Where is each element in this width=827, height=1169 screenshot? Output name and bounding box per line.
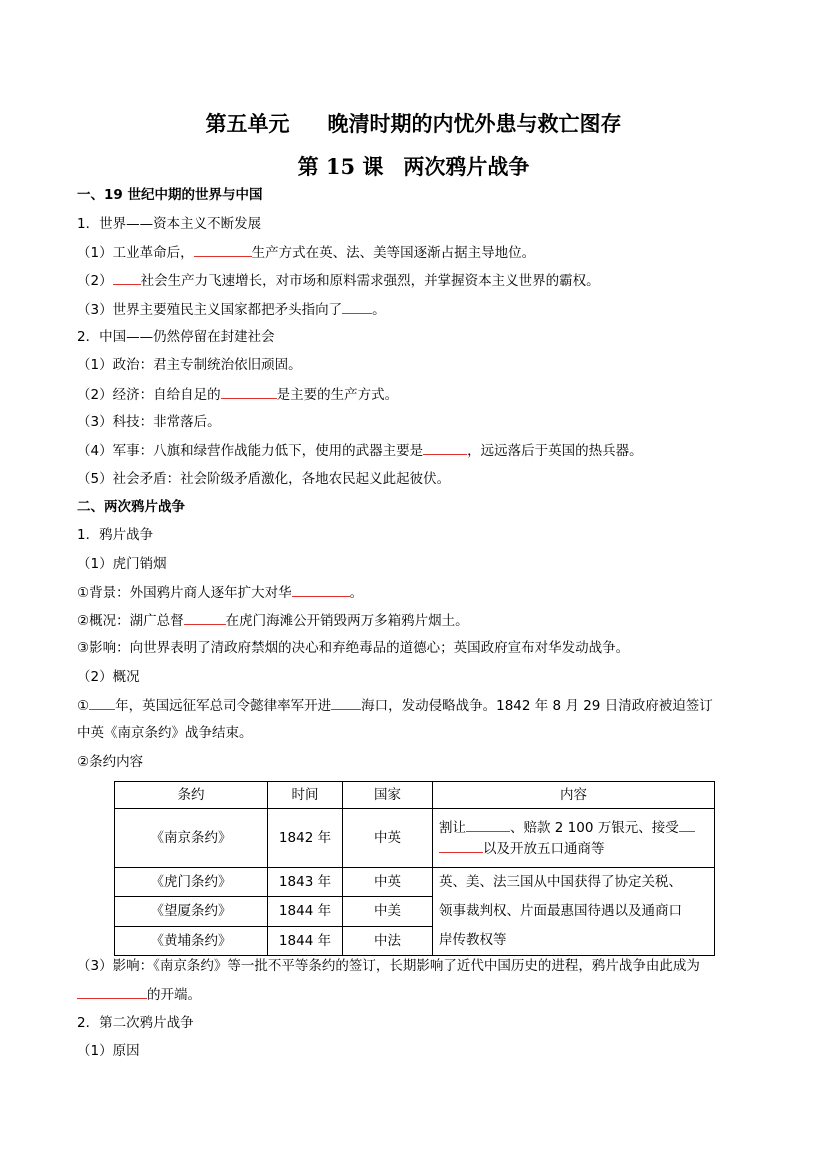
table-header-row [115, 782, 715, 809]
section-2-sub-2: 2．第二次鸦片战争 [77, 1015, 194, 1031]
table-row: 《望厦条约》 1844 年 中美 [115, 897, 715, 926]
fill-blank[interactable] [77, 984, 147, 999]
text-line: （1）工业革命后， 生产方式在英、法、美等国逐渐占据主导地位。 [77, 242, 535, 263]
fill-blank[interactable] [331, 695, 361, 710]
nanjing-content: 割让 、赔款 2 100 万银元、接受 以及开放五口通商等 [433, 809, 715, 868]
text-line: （3）科技：非常落后。 [77, 414, 221, 430]
section-2-heading: 二、两次鸦片战争 [77, 499, 185, 515]
text-line: （3）影响：《南京条约》等一批不平等条约的签订，长期影响了近代中国历史的进程，鸦片战争由此成为 [77, 958, 700, 974]
table-header: 国家 [343, 782, 433, 809]
fill-blank[interactable] [342, 299, 372, 314]
fill-blank[interactable] [194, 242, 252, 257]
text-line: （1）原因 [77, 1043, 140, 1059]
section-2-sub-1: 1．鸦片战争 [77, 527, 154, 543]
table-header: 时间 [268, 782, 343, 809]
text-line: ②概况：湖广总督 在虎门海滩公开销毁两万多箱鸦片烟土。 [77, 610, 469, 631]
fill-blank[interactable] [113, 270, 141, 285]
fill-blank[interactable] [221, 384, 277, 399]
text-line: ②条约内容 [77, 754, 144, 770]
fill-blank[interactable] [423, 440, 467, 455]
text-line: （1）虎门销烟 [77, 556, 167, 572]
fill-blank[interactable] [89, 695, 115, 710]
text-line: ①背景：外国鸦片商人逐年扩大对华 。 [77, 582, 363, 603]
text-line: （2）概况 [77, 669, 140, 685]
table-header: 条约 [115, 782, 268, 809]
shared-content: 英、美、法三国从中国获得了协定关税、 领事裁判权、片面最惠国待遇以及通商口 岸传教权等 [433, 868, 715, 956]
fill-blank[interactable] [184, 610, 226, 625]
section-1-heading: 一、19 世纪中期的世界与中国 [77, 187, 263, 203]
table-header: 内容 [433, 782, 715, 809]
section-1-sub-1: 1．世界——资本主义不断发展 [77, 216, 262, 232]
text-line: （5）社会矛盾：社会阶级矛盾激化，各地农民起义此起彼伏。 [77, 471, 451, 487]
table-row: 《黄埔条约》 1844 年 中法 [115, 926, 715, 955]
text-line: （2） 社会生产力飞速增长，对市场和原料需求强烈，并掌握资本主义世界的霸权。 [77, 270, 600, 291]
fill-blank[interactable] [466, 817, 510, 832]
text-line: （2）经济：自给自足的 是主要的生产方式。 [77, 384, 398, 405]
fill-blank[interactable] [292, 582, 350, 597]
table-row: 《虎门条约》 1843 年 中英 英、美、法三国从中国获得了协定关税、 领事裁判权、片面最惠国待遇以及通商口 岸传教权等 [115, 868, 715, 897]
fill-blank[interactable] [679, 817, 695, 832]
section-1-sub-2: 2．中国——仍然停留在封建社会 [77, 329, 275, 345]
fill-blank[interactable] [439, 838, 483, 853]
text-line: （1）政治：君主专制统治依旧顽固。 [77, 357, 302, 373]
text-line: （4）军事：八旗和绿营作战能力低下，使用的武器主要是 ，远远落后于英国的热兵器。 [77, 440, 643, 461]
text-line: （3）世界主要殖民主义国家都把矛头指向了 。 [77, 299, 386, 320]
text-line: 中英《南京条约》战争结束。 [77, 725, 253, 741]
unit-title: 第五单元 晚清时期的内忧外患与救亡图存 [205, 111, 622, 136]
text-line: ① 年，英国远征军总司令懿律率军开进 海口，发动侵略战争。1842 年 8 月 29 日清政府被迫签订 [77, 695, 713, 716]
table-row: 《南京条约》 1842 年 中英 割让 、赔款 2 100 万银元、接受 以及开放五口通商等 [115, 809, 715, 868]
treaty-table [114, 781, 715, 956]
lesson-title: 第 15 课 两次鸦片战争 [297, 154, 530, 179]
text-line: 的开端。 [77, 984, 201, 1005]
text-line: ③影响：向世界表明了清政府禁烟的决心和弃绝毒品的道德心；英国政府宣布对华发动战争。 [77, 640, 630, 656]
